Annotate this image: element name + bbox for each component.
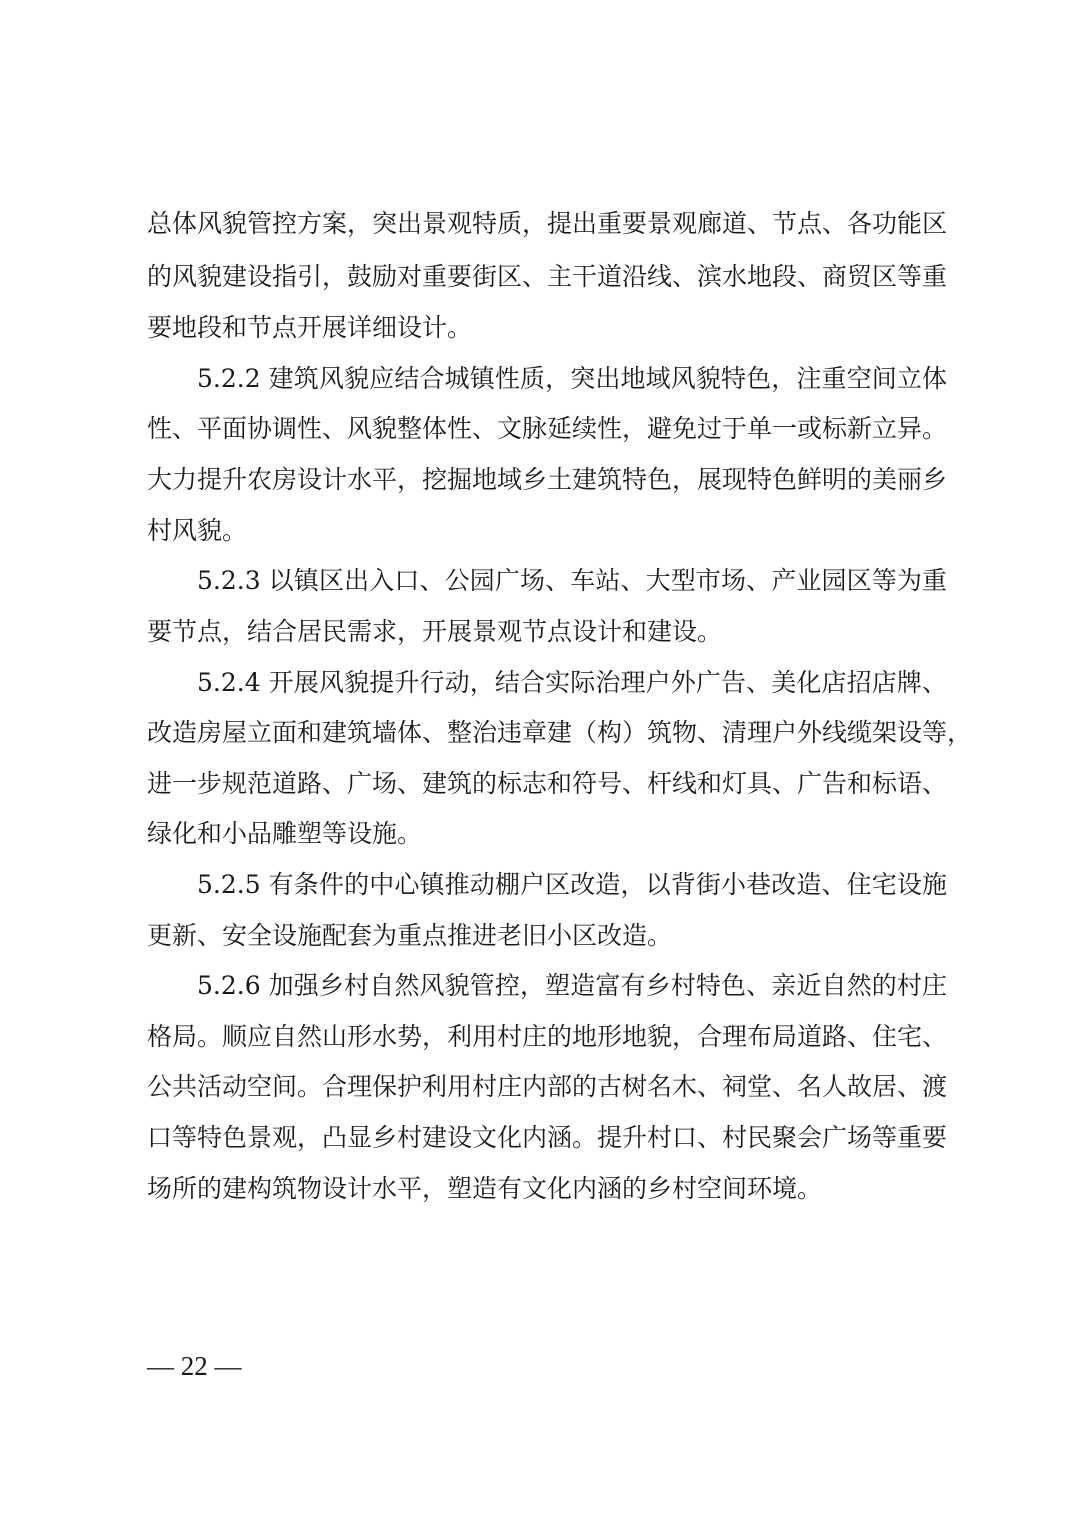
- paragraph-line: 村风貌。: [147, 516, 248, 545]
- paragraph-line: 的风貌建设指引，鼓励对重要街区、主干道沿线、滨水地段、商贸区等重: [147, 262, 948, 291]
- paragraph-line: 总体风貌管控方案，突出景观特质，提出重要景观廊道、节点、各功能区: [147, 209, 948, 238]
- paragraph-line: 5.2.6 加强乡村自然风貌管控，塑造富有乡村特色、亲近自然的村庄: [197, 971, 947, 1000]
- paragraph-line: 口等特色景观，凸显乡村建设文化内涵。提升村口、村民聚会广场等重要: [147, 1123, 948, 1152]
- paragraph-line: 大力提升农房设计水平，挖掘地域乡土建筑特色，展现特色鲜明的美丽乡: [147, 465, 948, 494]
- paragraph-line: 要地段和节点开展详细设计。: [147, 313, 473, 342]
- paragraph-line: 场所的建构筑物设计水平，塑造有文化内涵的乡村空间环境。: [147, 1174, 823, 1203]
- paragraph-line: 5.2.4 开展风貌提升行动，结合实际治理户外广告、美化店招店牌、: [197, 668, 947, 697]
- paragraph-line: 格局。顺应自然山形水势，利用村庄的地形地貌，合理布局道路、住宅、: [147, 1022, 948, 1051]
- paragraph-line: 5.2.3 以镇区出入口、公园广场、车站、大型市场、产业园区等为重: [197, 566, 947, 595]
- paragraph-line: 更新、安全设施配套为重点推进老旧小区改造。: [147, 921, 673, 950]
- paragraph-line: 5.2.5 有条件的中心镇推动棚户区改造，以背街小巷改造、住宅设施: [197, 870, 947, 899]
- paragraph-line: 进一步规范道路、广场、建筑的标志和符号、杆线和灯具、广告和标语、: [147, 769, 948, 798]
- page-number: — 22 —: [147, 1351, 242, 1381]
- paragraph-line: 公共活动空间。合理保护利用村庄内部的古树名木、祠堂、名人故居、渡: [147, 1072, 948, 1101]
- paragraph-line: 要节点，结合居民需求，开展景观节点设计和建设。: [147, 617, 723, 646]
- paragraph-line: 绿化和小品雕塑等设施。: [147, 819, 423, 848]
- paragraph-line: 改造房屋立面和建筑墙体、整治违章建（构）筑物、清理户外线缆架设等，: [147, 718, 973, 747]
- paragraph-line: 5.2.2 建筑风貌应结合城镇性质，突出地域风貌特色，注重空间立体: [197, 364, 947, 393]
- paragraph-line: 性、平面协调性、风貌整体性、文脉延续性，避免过于单一或标新立异。: [147, 414, 948, 443]
